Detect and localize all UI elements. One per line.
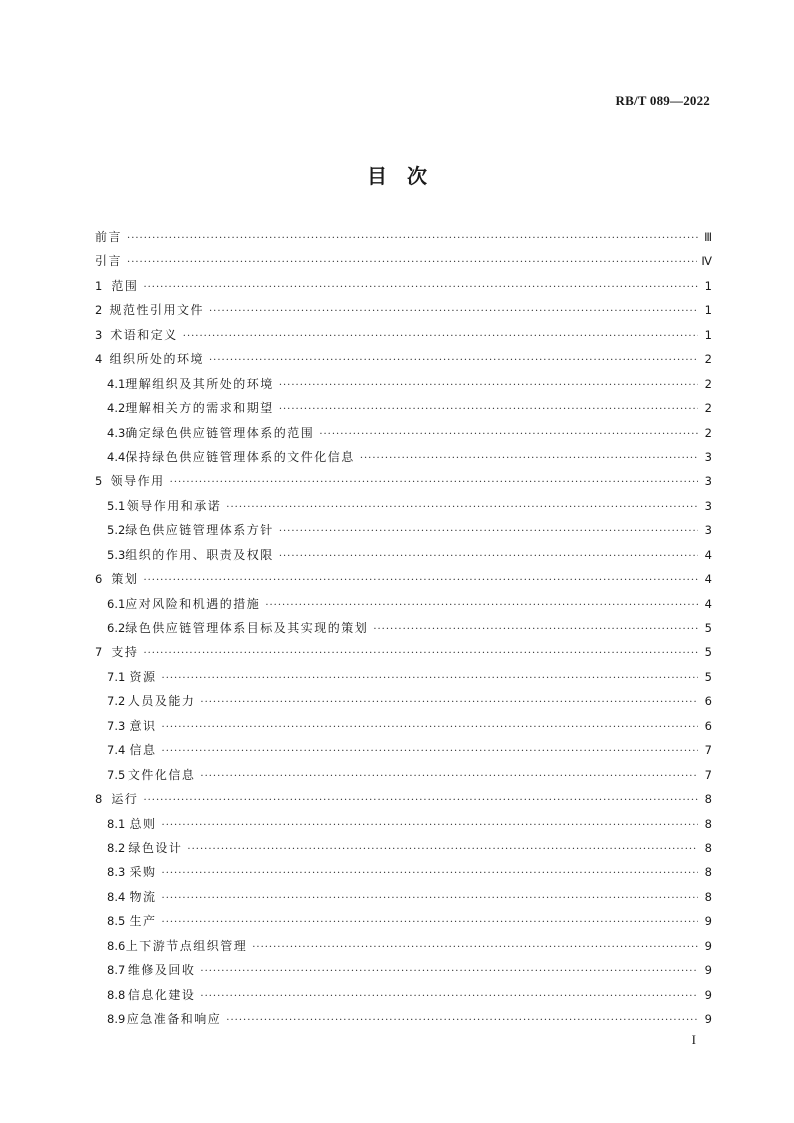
toc-dot-leader xyxy=(360,453,698,464)
toc-entry-number: 8.7 xyxy=(107,963,126,978)
toc-entry-number: 7.3 xyxy=(107,718,126,733)
toc-entry-number: 5.3 xyxy=(107,547,126,562)
toc-entry-page: 2 xyxy=(704,425,712,440)
toc-entry-number: 4.1 xyxy=(107,376,126,391)
toc-entry[interactable] xyxy=(95,643,712,667)
toc-entry-page: 5 xyxy=(704,669,712,684)
toc-entry-title: 资源 xyxy=(129,669,157,684)
toc-entry[interactable] xyxy=(95,350,712,374)
toc-entry[interactable] xyxy=(95,424,712,448)
toc-entry-number: 5.2 xyxy=(107,523,126,538)
toc-entry[interactable] xyxy=(95,252,712,276)
toc-entry-page: 2 xyxy=(704,401,712,416)
toc-entry-title: 术语和定义 xyxy=(110,327,178,342)
toc-dot-leader xyxy=(170,477,698,488)
toc-dot-leader xyxy=(143,282,698,293)
toc-entry[interactable] xyxy=(95,888,712,912)
toc-dot-leader xyxy=(143,648,698,659)
toc-entry-title: 绿色供应链管理体系方针 xyxy=(125,523,274,538)
toc-entry-title: 理解组织及其所处的环境 xyxy=(125,376,274,391)
toc-entry[interactable] xyxy=(95,301,712,325)
toc-dot-leader xyxy=(200,771,698,782)
toc-entry-page: 4 xyxy=(704,572,712,587)
toc-entry-page: 9 xyxy=(704,914,712,929)
toc-dot-leader xyxy=(279,526,698,537)
toc-entry-title: 前言 xyxy=(95,230,123,244)
toc-entry[interactable] xyxy=(95,961,712,985)
toc-entry-page: 9 xyxy=(704,987,712,1002)
toc-entry[interactable] xyxy=(95,326,712,350)
toc-entry-page: 1 xyxy=(704,327,712,342)
toc-entry-title: 总则 xyxy=(129,816,157,831)
toc-entry-number: 3 xyxy=(95,327,103,342)
toc-entry[interactable] xyxy=(95,986,712,1010)
toc-dot-leader xyxy=(162,868,698,879)
toc-entry-page: 9 xyxy=(704,938,712,953)
toc-entry[interactable] xyxy=(95,863,712,887)
toc-entry-title: 保持绿色供应链管理体系的文件化信息 xyxy=(125,449,355,464)
toc-entry-number: 7.1 xyxy=(107,669,126,684)
toc-dot-leader xyxy=(279,404,698,415)
toc-entry[interactable] xyxy=(95,277,712,301)
toc-entry[interactable] xyxy=(95,790,712,814)
toc-dot-leader xyxy=(127,257,697,268)
toc-entry-number: 1 xyxy=(95,278,103,293)
toc-entry-title: 文件化信息 xyxy=(127,767,196,782)
toc-dot-leader xyxy=(265,600,698,611)
toc-entry[interactable] xyxy=(95,741,712,765)
toc-entry-title: 理解相关方的需求和期望 xyxy=(125,401,274,416)
toc-entry[interactable] xyxy=(95,521,712,545)
toc-entry-page: 8 xyxy=(704,816,712,831)
toc-entry[interactable] xyxy=(95,766,712,790)
toc-entry-title: 确定绿色供应链管理体系的范围 xyxy=(125,425,315,440)
toc-entry[interactable] xyxy=(95,448,712,472)
toc-dot-leader xyxy=(187,844,698,855)
toc-entry-page: 8 xyxy=(704,865,712,880)
toc-entry-number: 8.9 xyxy=(107,1012,126,1026)
toc-entry-page: 1 xyxy=(704,278,712,293)
toc-dot-leader xyxy=(226,502,698,513)
toc-entry-title: 运行 xyxy=(111,792,139,807)
toc-entry-title: 策划 xyxy=(111,572,139,587)
page-title: 目 次 xyxy=(367,164,427,188)
toc-dot-leader xyxy=(200,991,698,1002)
toc-entry-page: 6 xyxy=(704,694,712,709)
toc-entry-page: 5 xyxy=(704,645,712,660)
toc-entry-title: 领导作用 xyxy=(110,474,165,489)
toc-entry-title: 维修及回收 xyxy=(127,963,196,978)
toc-dot-leader xyxy=(162,746,698,757)
toc-dot-leader xyxy=(143,795,698,806)
toc-dot-leader xyxy=(373,624,698,635)
toc-entry[interactable] xyxy=(95,472,712,496)
toc-entry-number: 4.4 xyxy=(107,449,126,464)
toc-dot-leader xyxy=(209,306,698,317)
toc-entry-title: 生产 xyxy=(129,914,157,929)
toc-entry-number: 2 xyxy=(95,303,103,318)
toc-entry-number: 4.3 xyxy=(107,425,126,440)
toc-entry-number: 8.8 xyxy=(107,987,126,1002)
toc-entry-title: 采购 xyxy=(129,865,157,880)
toc-entry-page: 4 xyxy=(704,596,712,611)
toc-entry-page: 3 xyxy=(704,498,712,513)
toc-dot-leader xyxy=(162,893,698,904)
toc-entry-page: 8 xyxy=(704,792,712,807)
toc-entry-number: 7.5 xyxy=(107,767,126,782)
toc-dot-leader xyxy=(226,1015,698,1026)
toc-entry-page: 6 xyxy=(704,718,712,733)
toc-dot-leader xyxy=(252,942,698,953)
toc-dot-leader xyxy=(279,551,698,562)
toc-entry-number: 7.2 xyxy=(107,694,126,709)
toc-entry-page: Ⅳ xyxy=(701,254,712,269)
toc-entry[interactable] xyxy=(95,546,712,570)
toc-entry-title: 领导作用和承诺 xyxy=(126,498,222,513)
toc-dot-leader xyxy=(200,966,698,977)
toc-entry-title: 支持 xyxy=(111,645,139,660)
toc-entry[interactable] xyxy=(95,912,712,936)
toc-entry-title: 范围 xyxy=(111,278,139,293)
toc-entry[interactable] xyxy=(95,815,712,839)
toc-entry-number: 8.1 xyxy=(107,816,126,831)
toc-entry[interactable] xyxy=(95,937,712,961)
toc-entry[interactable] xyxy=(95,692,712,716)
toc-entry-title: 应对风险和机遇的措施 xyxy=(125,596,261,611)
toc-dot-leader xyxy=(162,722,698,733)
toc-dot-leader xyxy=(209,355,698,366)
toc-entry-title: 应急准备和响应 xyxy=(126,1012,222,1026)
toc-entry-page: 3 xyxy=(704,449,712,464)
toc-dot-leader xyxy=(319,429,698,440)
toc-entry-page: 3 xyxy=(704,523,712,538)
toc-dot-leader xyxy=(162,820,698,831)
toc-entry-title: 物流 xyxy=(129,889,157,904)
toc-entry-page: 4 xyxy=(704,547,712,562)
toc-entry[interactable] xyxy=(95,595,712,619)
toc-dot-leader xyxy=(279,380,698,391)
toc-dot-leader xyxy=(162,673,698,684)
toc-entry-title: 绿色设计 xyxy=(128,840,183,855)
toc-entry-title: 规范性引用文件 xyxy=(109,303,204,318)
toc-entry-page: 5 xyxy=(704,621,712,635)
toc-entry-page: 8 xyxy=(704,889,712,904)
toc-entry[interactable] xyxy=(95,668,712,692)
standard-code: RB/T 089—2022 xyxy=(615,93,710,108)
toc-dot-leader xyxy=(143,575,698,586)
toc-dot-leader xyxy=(200,697,698,708)
toc-entry[interactable] xyxy=(95,375,712,399)
toc-entry-number: 5 xyxy=(95,474,103,489)
toc-entry[interactable] xyxy=(95,717,712,741)
toc-entry-title: 意识 xyxy=(129,718,157,733)
toc-entry-title: 引言 xyxy=(95,254,123,269)
toc-entry-page: 1 xyxy=(704,303,712,318)
toc-entry-number: 6.2 xyxy=(107,621,126,635)
toc-entry-page: 2 xyxy=(704,376,712,391)
toc-entry-number: 4 xyxy=(95,352,103,367)
toc-entry[interactable] xyxy=(95,1010,712,1034)
page-number: I xyxy=(691,1032,696,1047)
toc-dot-leader xyxy=(183,331,698,342)
toc-entry-number: 8.6 xyxy=(107,938,126,953)
toc-entry-page: Ⅲ xyxy=(704,230,712,244)
table-of-contents xyxy=(95,228,712,1034)
toc-entry-title: 绿色供应链管理体系目标及其实现的策划 xyxy=(125,621,369,635)
toc-entry-page: 7 xyxy=(704,743,712,758)
toc-entry-number: 7 xyxy=(95,645,103,660)
toc-entry-page: 9 xyxy=(704,1012,712,1026)
toc-entry-number: 8.4 xyxy=(107,889,126,904)
toc-entry-title: 信息化建设 xyxy=(127,987,196,1002)
toc-entry[interactable] xyxy=(95,228,712,252)
toc-entry-page: 8 xyxy=(704,840,712,855)
toc-entry-number: 8.3 xyxy=(107,865,126,880)
toc-entry-page: 2 xyxy=(704,352,712,367)
toc-entry-number: 5.1 xyxy=(107,498,126,513)
toc-entry-number: 6.1 xyxy=(107,596,126,611)
toc-entry-page: 7 xyxy=(704,767,712,782)
toc-dot-leader xyxy=(127,233,698,244)
toc-entry-number: 8 xyxy=(95,792,103,807)
toc-entry[interactable] xyxy=(95,497,712,521)
toc-entry[interactable] xyxy=(95,399,712,423)
toc-entry-title: 上下游节点组织管理 xyxy=(125,938,248,953)
toc-entry-page: 9 xyxy=(704,963,712,978)
toc-entry-title: 信息 xyxy=(129,743,157,758)
toc-entry-title: 组织的作用、职责及权限 xyxy=(125,547,274,562)
toc-entry-number: 4.2 xyxy=(107,401,126,416)
toc-entry[interactable] xyxy=(95,570,712,594)
toc-entry-number: 8.5 xyxy=(107,914,126,929)
toc-entry[interactable] xyxy=(95,619,712,643)
toc-entry[interactable] xyxy=(95,839,712,863)
toc-entry-title: 组织所处的环境 xyxy=(109,352,204,367)
toc-dot-leader xyxy=(162,917,698,928)
toc-entry-number: 6 xyxy=(95,572,103,587)
toc-entry-page: 3 xyxy=(704,474,712,489)
toc-entry-number: 7.4 xyxy=(107,743,126,758)
toc-entry-title: 人员及能力 xyxy=(127,694,196,709)
toc-entry-number: 8.2 xyxy=(107,840,126,855)
